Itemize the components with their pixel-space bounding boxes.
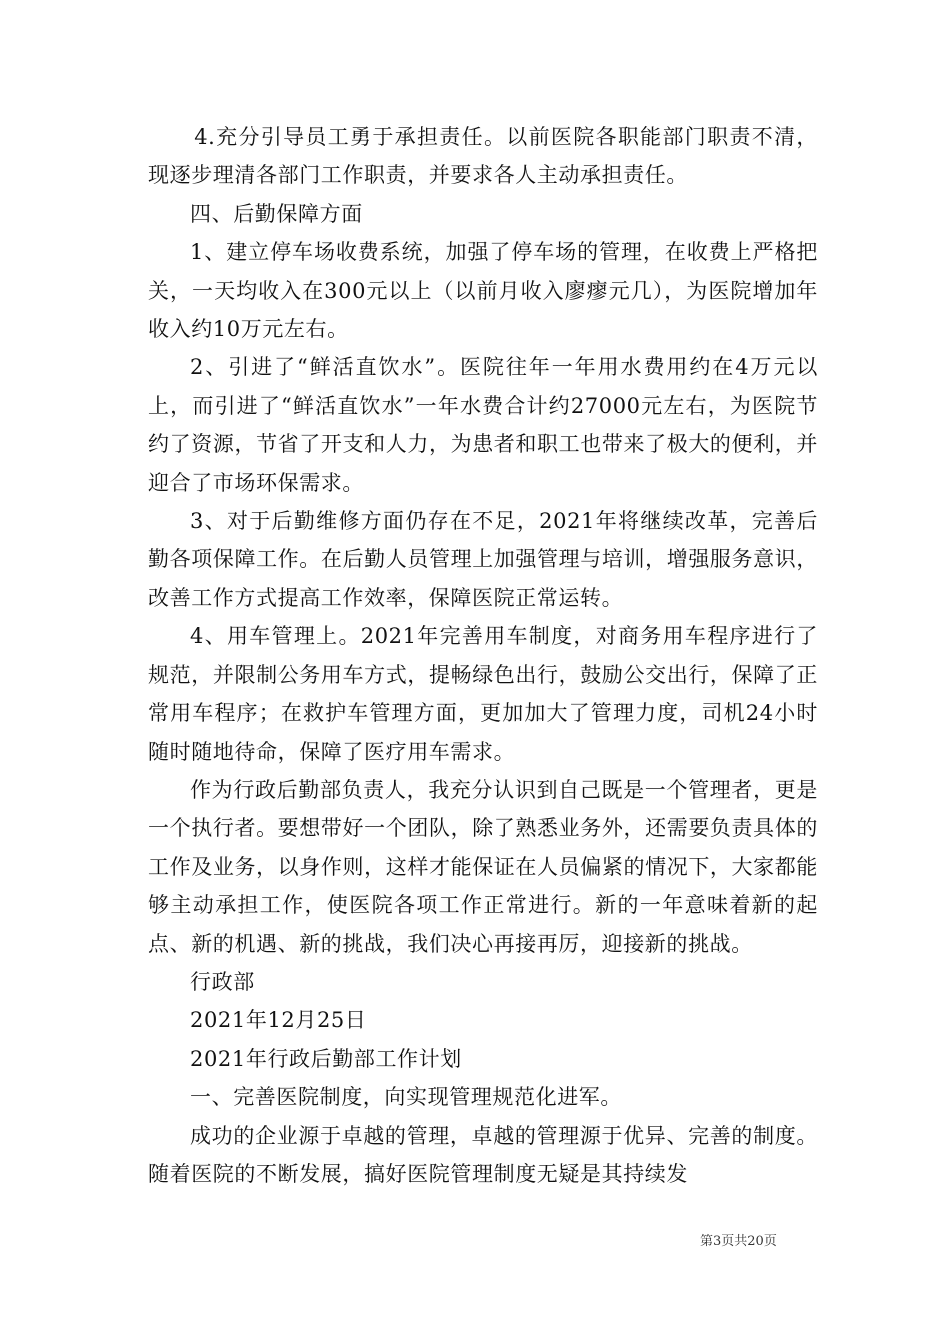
paragraph-responsibility: 4.充分引导员工勇于承担责任。以前医院各职能部门职责不清，现逐步理清各部门工作职责，并要求各人主动承担责任。	[148, 125, 818, 188]
paragraph-management-system: 成功的企业源于卓越的管理，卓越的管理源于优异、完善的制度。随着医院的不断发展，搞好医院管理制度无疑是其持续发	[148, 1123, 818, 1186]
plan-title: 2021年行政后勤部工作计划	[190, 1046, 462, 1071]
paragraph-parking: 1、建立停车场收费系统，加强了停车场的管理，在收费上严格把关，一天均收入在300元以上（以前月收入廖瘳元几），为医院增加年收入约10万元左右。	[148, 240, 818, 342]
signature-department: 行政部	[190, 969, 255, 994]
paragraph-maintenance: 3、对于后勤维修方面仍存在不足，2021年将继续改革，完善后勤各项保障工作。在后勤人员管理上加强管理与培训，增强服务意识，改善工作方式提高工作效率，保障医院正常运转。	[148, 509, 818, 610]
page-number: 第3页共20页	[700, 1234, 777, 1249]
paragraph-leadership: 作为行政后勤部负责人，我充分认识到自己既是一个管理者，更是一个执行者。要想带好一个团队，除了熟悉业务外，还需要负责具体的工作及业务，以身作则，这样才能保证在人员偏紧的情况下，大家都能够主动承担工作，使医院各项工作正常进行。新的一年意味着新的起点、新的机遇、新的挑战，我们决心再接再厉，迎接新的挑战。	[148, 777, 818, 956]
document-body	[148, 118, 818, 1193]
paragraph-vehicle-management: 4、用车管理上。2021年完善用车制度，对商务用车程序进行了规范，并限制公务用车方式，提畅绿色出行，鼓励公交出行，保障了正常用车程序；在救护车管理方面，更加加大了管理力度，司机24小时随时随地待命，保障了医疗用车需求。	[148, 624, 818, 764]
plan-section-heading: 一、完善医院制度，向实现管理规范化进军。	[190, 1085, 622, 1110]
signature-date: 2021年12月25日	[190, 1008, 367, 1033]
paragraph-drinking-water: 2、引进了“鲜活直饮水”。医院往年一年用水费用约在4万元以上，而引进了“鲜活直饮水”一年水费合计约27000元左右，为医院节约了资源，节省了开支和人力，为患者和职工也带来了极大的便利，并迎合了市场环保需求。	[148, 355, 818, 495]
section-heading-logistics: 四、后勤保障方面	[190, 201, 363, 226]
